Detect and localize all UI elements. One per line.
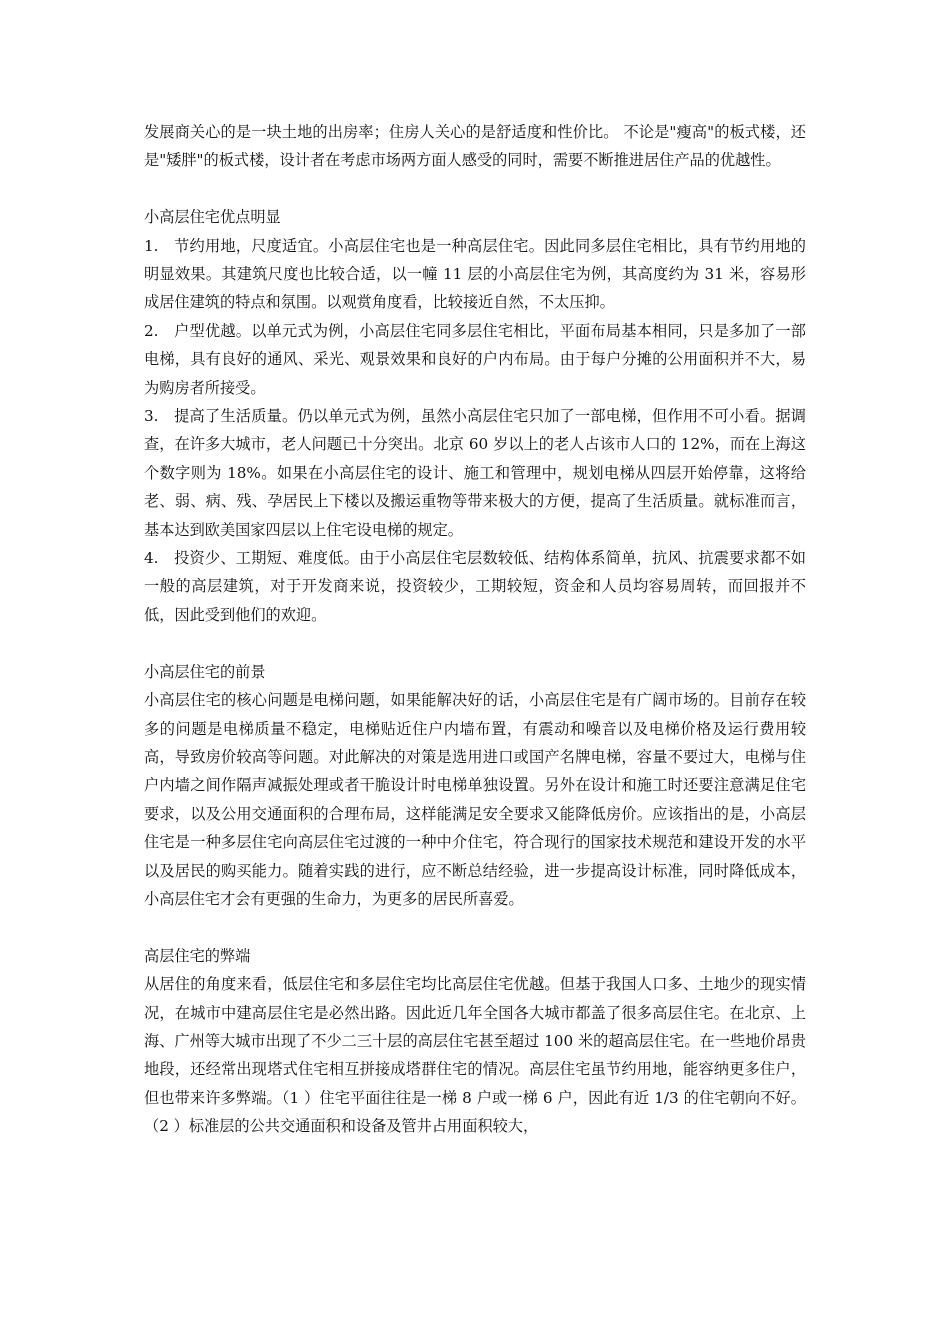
section-heading-advantages: 小高层住宅优点明显: [144, 208, 281, 227]
section-heading-prospects: 小高层住宅的前景: [144, 662, 266, 681]
section-heading-drawbacks: 高层住宅的弊端: [144, 946, 251, 965]
blank-line: [144, 629, 806, 657]
advantage-item-2: 2. 户型优越。以单元式为例，小高层住宅同多层住宅相比，平面布局基本相同，只是多加了一部电梯，具有良好的通风、采光、观景效果和良好的户内布局。由于每户分摊的公用面积并不大，易为购房者所接受。: [144, 321, 806, 397]
advantage-item-1: 1. 节约用地，尺度适宜。小高层住宅也是一种高层住宅。因此同多层住宅相比，具有节约用地的明显效果。其建筑尺度也比较合适，以一幢 11 层的小高层住宅为例，其高度约为 31 米，容易形成居住建筑的特点和氛围。以观赏角度看，比较接近自然，不太压抑。: [144, 236, 806, 312]
blank-line: [144, 175, 806, 203]
advantage-item-4: 4. 投资少、工期短、难度低。由于小高层住宅层数较低、结构体系简单，抗风、抗震要求都不如一般的高层建筑，对于开发商来说，投资较少，工期较短，资金和人员均容易周转，而回报并不低，因此受到他们的欢迎。: [144, 549, 806, 624]
drawbacks-paragraph: 从居住的角度来看，低层住宅和多层住宅均比高层住宅优越。但基于我国人口多、土地少的现实情况，在城市中建高层住宅是必然出路。因此近几年全国各大城市都盖了很多高层住宅。在北京、上海、广州等大城市出现了不少二三十层的高层住宅甚至超过 100 米的超高层住宅。在一些地价昂贵地段，还经常出现塔式住宅相互拼接成塔群住宅的情况。高层住宅虽节约用地，能容纳更多住户，但也带来许多弊端。（1 ）住宅平面往往是一梯 8 户或一梯 6 户，因此有近 1/3 的住宅朝向不好。（2 ）标准层的公共交通面积和设备及管井占用面积较大，: [144, 975, 806, 1136]
advantage-item-3: 3. 提高了生活质量。仍以单元式为例，虽然小高层住宅只加了一部电梯，但作用不可小看。据调查，在许多大城市，老人问题已十分突出。北京 60 岁以上的老人占该市人口的 12%，而在上海这个数字则为 18%。如果在小高层住宅的设计、施工和管理中，规划电梯从四层开始停靠，这将给老、弱、病、残、孕居民上下楼以及搬运重物等带来极大的方便，提高了生活质量。就标准而言，基本达到欧美国家四层以上住宅设电梯的规定。: [144, 407, 806, 539]
blank-line: [144, 913, 806, 941]
intro-paragraph: 发展商关心的是一块土地的出房率；住房人关心的是舒适度和性价比。 不论是"瘦高"的板式楼，还是"矮胖"的板式楼，设计者在考虑市场两方面人感受的同时，需要不断推进居住产品的优越性。: [144, 123, 806, 170]
document-body: [144, 118, 806, 1141]
prospects-paragraph: 小高层住宅的核心问题是电梯问题，如果能解决好的话，小高层住宅是有广阔市场的。目前存在较多的问题是电梯质量不稳定，电梯贴近住户内墙布置，有震动和噪音以及电梯价格及运行费用较高，导致房价较高等问题。对此解决的对策是选用进口或国产名牌电梯，容量不要过大，电梯与住户内墙之间作隔声减振处理或者干脆设计时电梯单独设置。另外在设计和施工时还要注意满足住宅要求，以及公用交通面积的合理布局，这样能满足安全要求又能降低房价。应该指出的是，小高层住宅是一种多层住宅向高层住宅过渡的一种中介住宅，符合现行的国家技术规范和建设开发的水平以及居民的购买能力。随着实践的进行，应不断总结经验，进一步提高设计标准，同时降低成本，小高层住宅才会有更强的生命力，为更多的居民所喜爱。: [144, 691, 806, 908]
